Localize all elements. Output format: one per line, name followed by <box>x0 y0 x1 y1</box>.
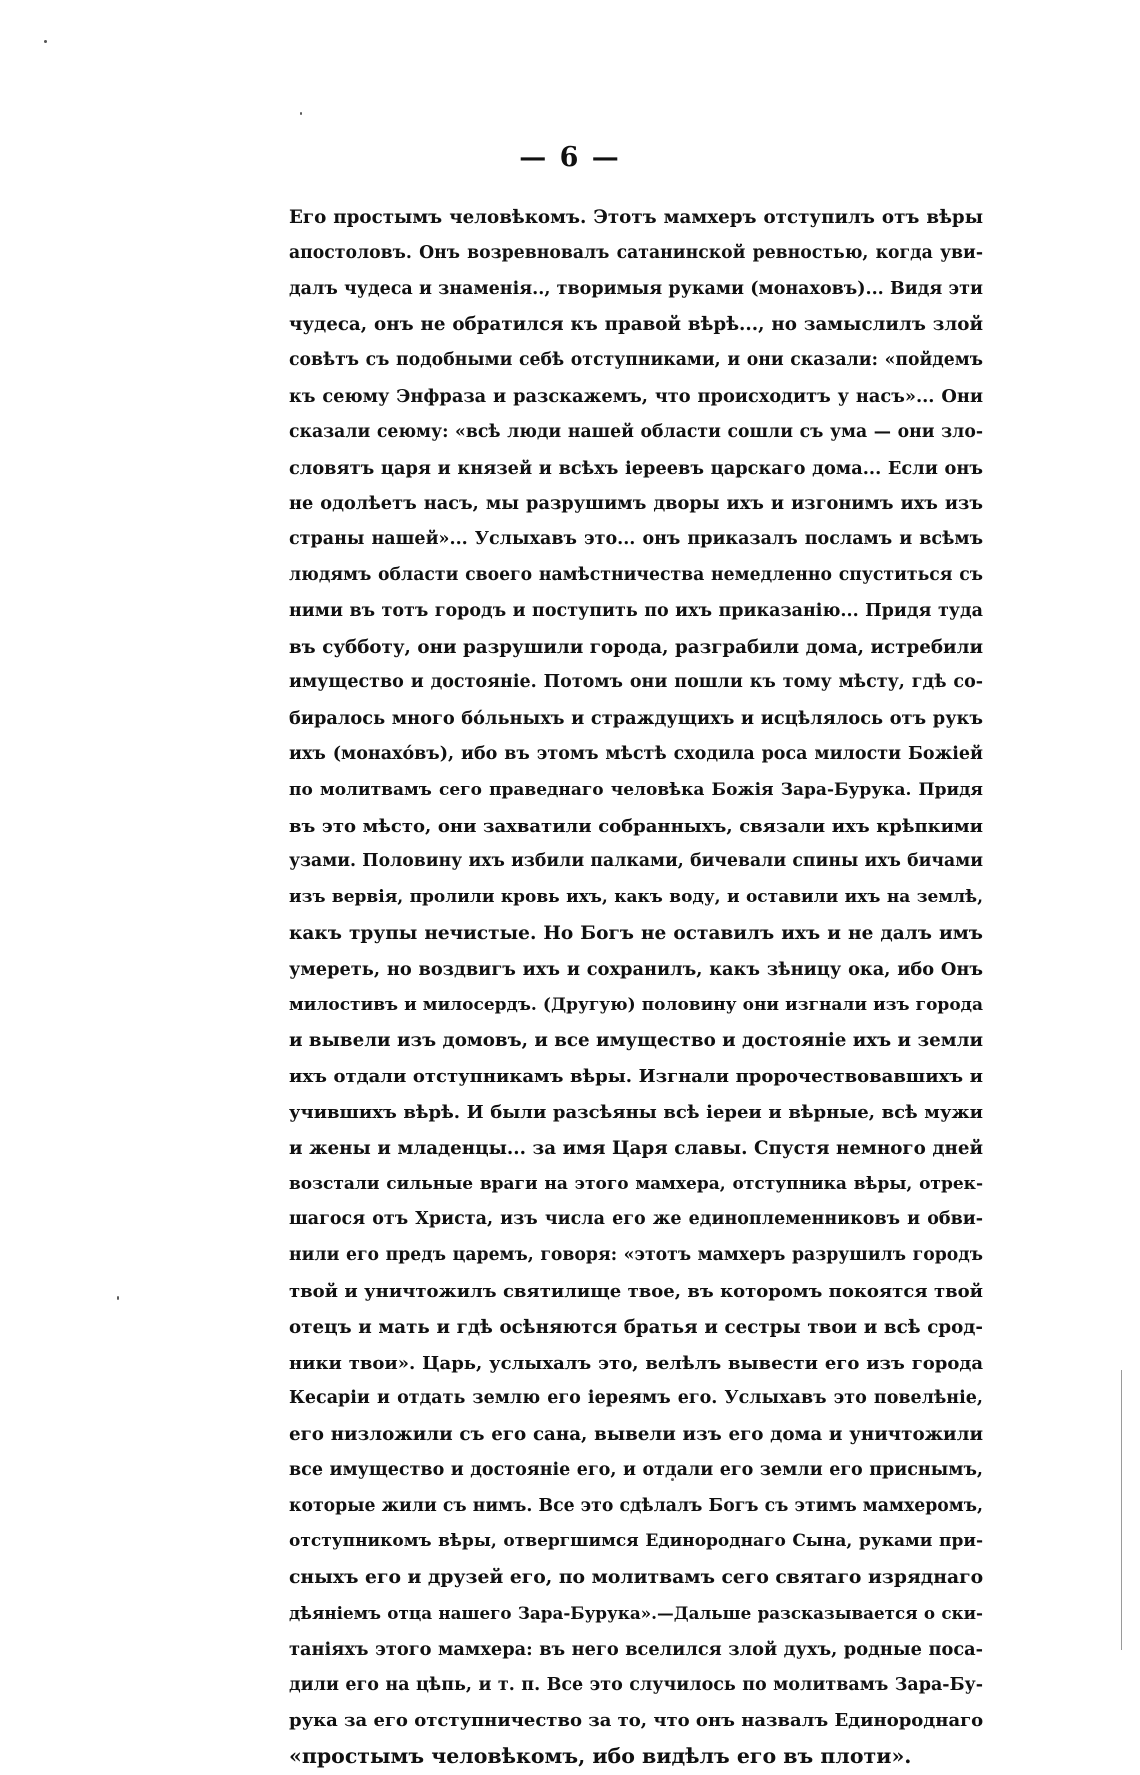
text-line: отступникомъ вѣры, отвергшимся Единороднаго Сына, руками при- <box>289 1531 983 1552</box>
text-line: имущество и достояніе. Потомъ они пошли къ тому мѣсту, гдѣ со- <box>289 672 983 693</box>
text-line: таніяхъ этого мамхера: въ него вселился злой духъ, родные поса- <box>289 1638 983 1660</box>
text-line: все имущество и достояніе его, и отдали его земли его приснымъ, <box>289 1459 983 1480</box>
body-text <box>289 200 983 1775</box>
text-line: ними въ тотъ городъ и поступить по ихъ приказанію... Придя туда <box>289 600 983 621</box>
text-line: милостивъ и милосердъ. (Другую) половину они изгнали изъ города <box>289 994 983 1015</box>
page-number: — 6 — <box>519 142 621 173</box>
text-line: не одолѣетъ насъ, мы разрушимъ дворы ихъ и изгонимъ ихъ изъ <box>289 493 983 515</box>
text-line: сказали сеюму: «всѣ люди нашей области сошли съ ума — они зло- <box>289 421 983 442</box>
text-line: умереть, но воздвигъ ихъ и сохранилъ, какъ зѣницу ока, ибо Онъ <box>289 958 983 980</box>
text-line: Его простымъ человѣкомъ. Этотъ мамхеръ отступилъ отъ вѣры <box>289 207 983 228</box>
text-line: ихъ (монахо́въ), ибо въ этомъ мѣстѣ сходила роса милости Божіей <box>289 743 983 764</box>
text-line: дѣяніемъ отца нашего Зара-Бурука».—Дальше разсказывается о ски- <box>289 1603 983 1624</box>
text-line: въ субботу, они разрушили города, разграбили дома, истребили <box>289 636 983 658</box>
text-line: «простымъ человѣкомъ, ибо видѣлъ его въ плоти». <box>289 1744 912 1769</box>
text-line: совѣтъ съ подобными себѣ отступниками, и они сказали: «пойдемъ <box>289 350 983 371</box>
text-line: узами. Половину ихъ избили палками, бичевали спины ихъ бичами <box>289 851 983 872</box>
text-line: твой и уничтожилъ святилище твое, въ которомъ покоятся твой <box>289 1280 983 1302</box>
text-line: шагося отъ Христа, изъ числа его же единоплеменниковъ и обви- <box>289 1209 983 1230</box>
text-line: ихъ отдали отступникамъ вѣры. Изгнали пророчествовавшихъ и <box>289 1066 983 1088</box>
text-line: сныхъ его и друзей его, по молитвамъ сего святаго изряднаго <box>289 1566 983 1589</box>
text-line: изъ вервія, пролили кровь ихъ, какъ воду, и оставили ихъ на землѣ, <box>289 887 983 908</box>
text-line: къ сеюму Энфраза и разскажемъ, что происходитъ у насъ»... Они <box>289 385 983 407</box>
scan-speck <box>300 112 302 115</box>
text-line: какъ трупы нечистые. Но Богъ не оставилъ ихъ и не далъ имъ <box>289 922 983 944</box>
text-line: по молитвамъ сего праведнаго человѣка Божія Зара-Бурука. Придя <box>289 779 983 800</box>
scan-edge-line <box>1121 1370 1122 1650</box>
text-line: отецъ и мать и гдѣ осѣняются братья и сестры твои и всѣ срод- <box>289 1316 983 1338</box>
text-line: его низложили съ его сана, вывели изъ его дома и уничтожили <box>289 1424 983 1446</box>
text-line: людямъ области своего намѣстничества немедленно спуститься съ <box>289 564 983 585</box>
text-line: въ это мѣсто, они захватили собранныхъ, связали ихъ крѣпкими <box>289 815 983 837</box>
text-line: страны нашей»... Услыхавъ это... онъ приказалъ посламъ и всѣмъ <box>289 529 983 550</box>
text-line: нили его предъ царемъ, говоря: «этотъ мамхеръ разрушилъ городъ <box>289 1245 983 1266</box>
text-line: дили его на цѣпь, и т. п. Все это случилось по молитвамъ Зара-Бу- <box>289 1674 983 1695</box>
text-line: которые жили съ нимъ. Все это сдѣлалъ Богъ съ этимъ мамхеромъ, <box>289 1495 983 1516</box>
text-line: возстали сильные враги на этого мамхера, отступника вѣры, отрек- <box>289 1173 983 1194</box>
text-line: апостоловъ. Онъ возревновалъ сатанинской ревностью, когда уви- <box>289 242 983 263</box>
text-line: далъ чудеса и знаменія.., творимыя руками (монаховъ)... Видя эти <box>289 278 983 299</box>
scan-speck <box>44 40 47 43</box>
text-line: Кесаріи и отдать землю его іереямъ его. Услыхавъ это повелѣніе, <box>289 1388 983 1409</box>
text-line: учившихъ вѣрѣ. И были разсѣяны всѣ іереи и вѣрные, всѣ мужи <box>289 1101 983 1123</box>
text-line: рука за его отступничество за то, что онъ назвалъ Единороднаго <box>289 1710 983 1732</box>
text-line: биралось много бо́льныхъ и страждущихъ и исцѣлялось отъ рукъ <box>289 708 983 730</box>
text-line: словятъ царя и князей и всѣхъ іереевъ царскаго дома... Если онъ <box>289 457 983 479</box>
text-line: и вывели изъ домовъ, и все имущество и достояніе ихъ и земли <box>289 1030 983 1052</box>
text-line: и жены и младенцы... за имя Царя славы. Спустя немного дней <box>289 1137 983 1159</box>
text-line: чудеса, онъ не обратился къ правой вѣрѣ..., но замыслилъ злой <box>289 314 983 336</box>
scan-speck <box>117 1296 119 1300</box>
text-line: ники твои». Царь, услыхалъ это, велѣлъ вывести его изъ города <box>289 1352 983 1374</box>
